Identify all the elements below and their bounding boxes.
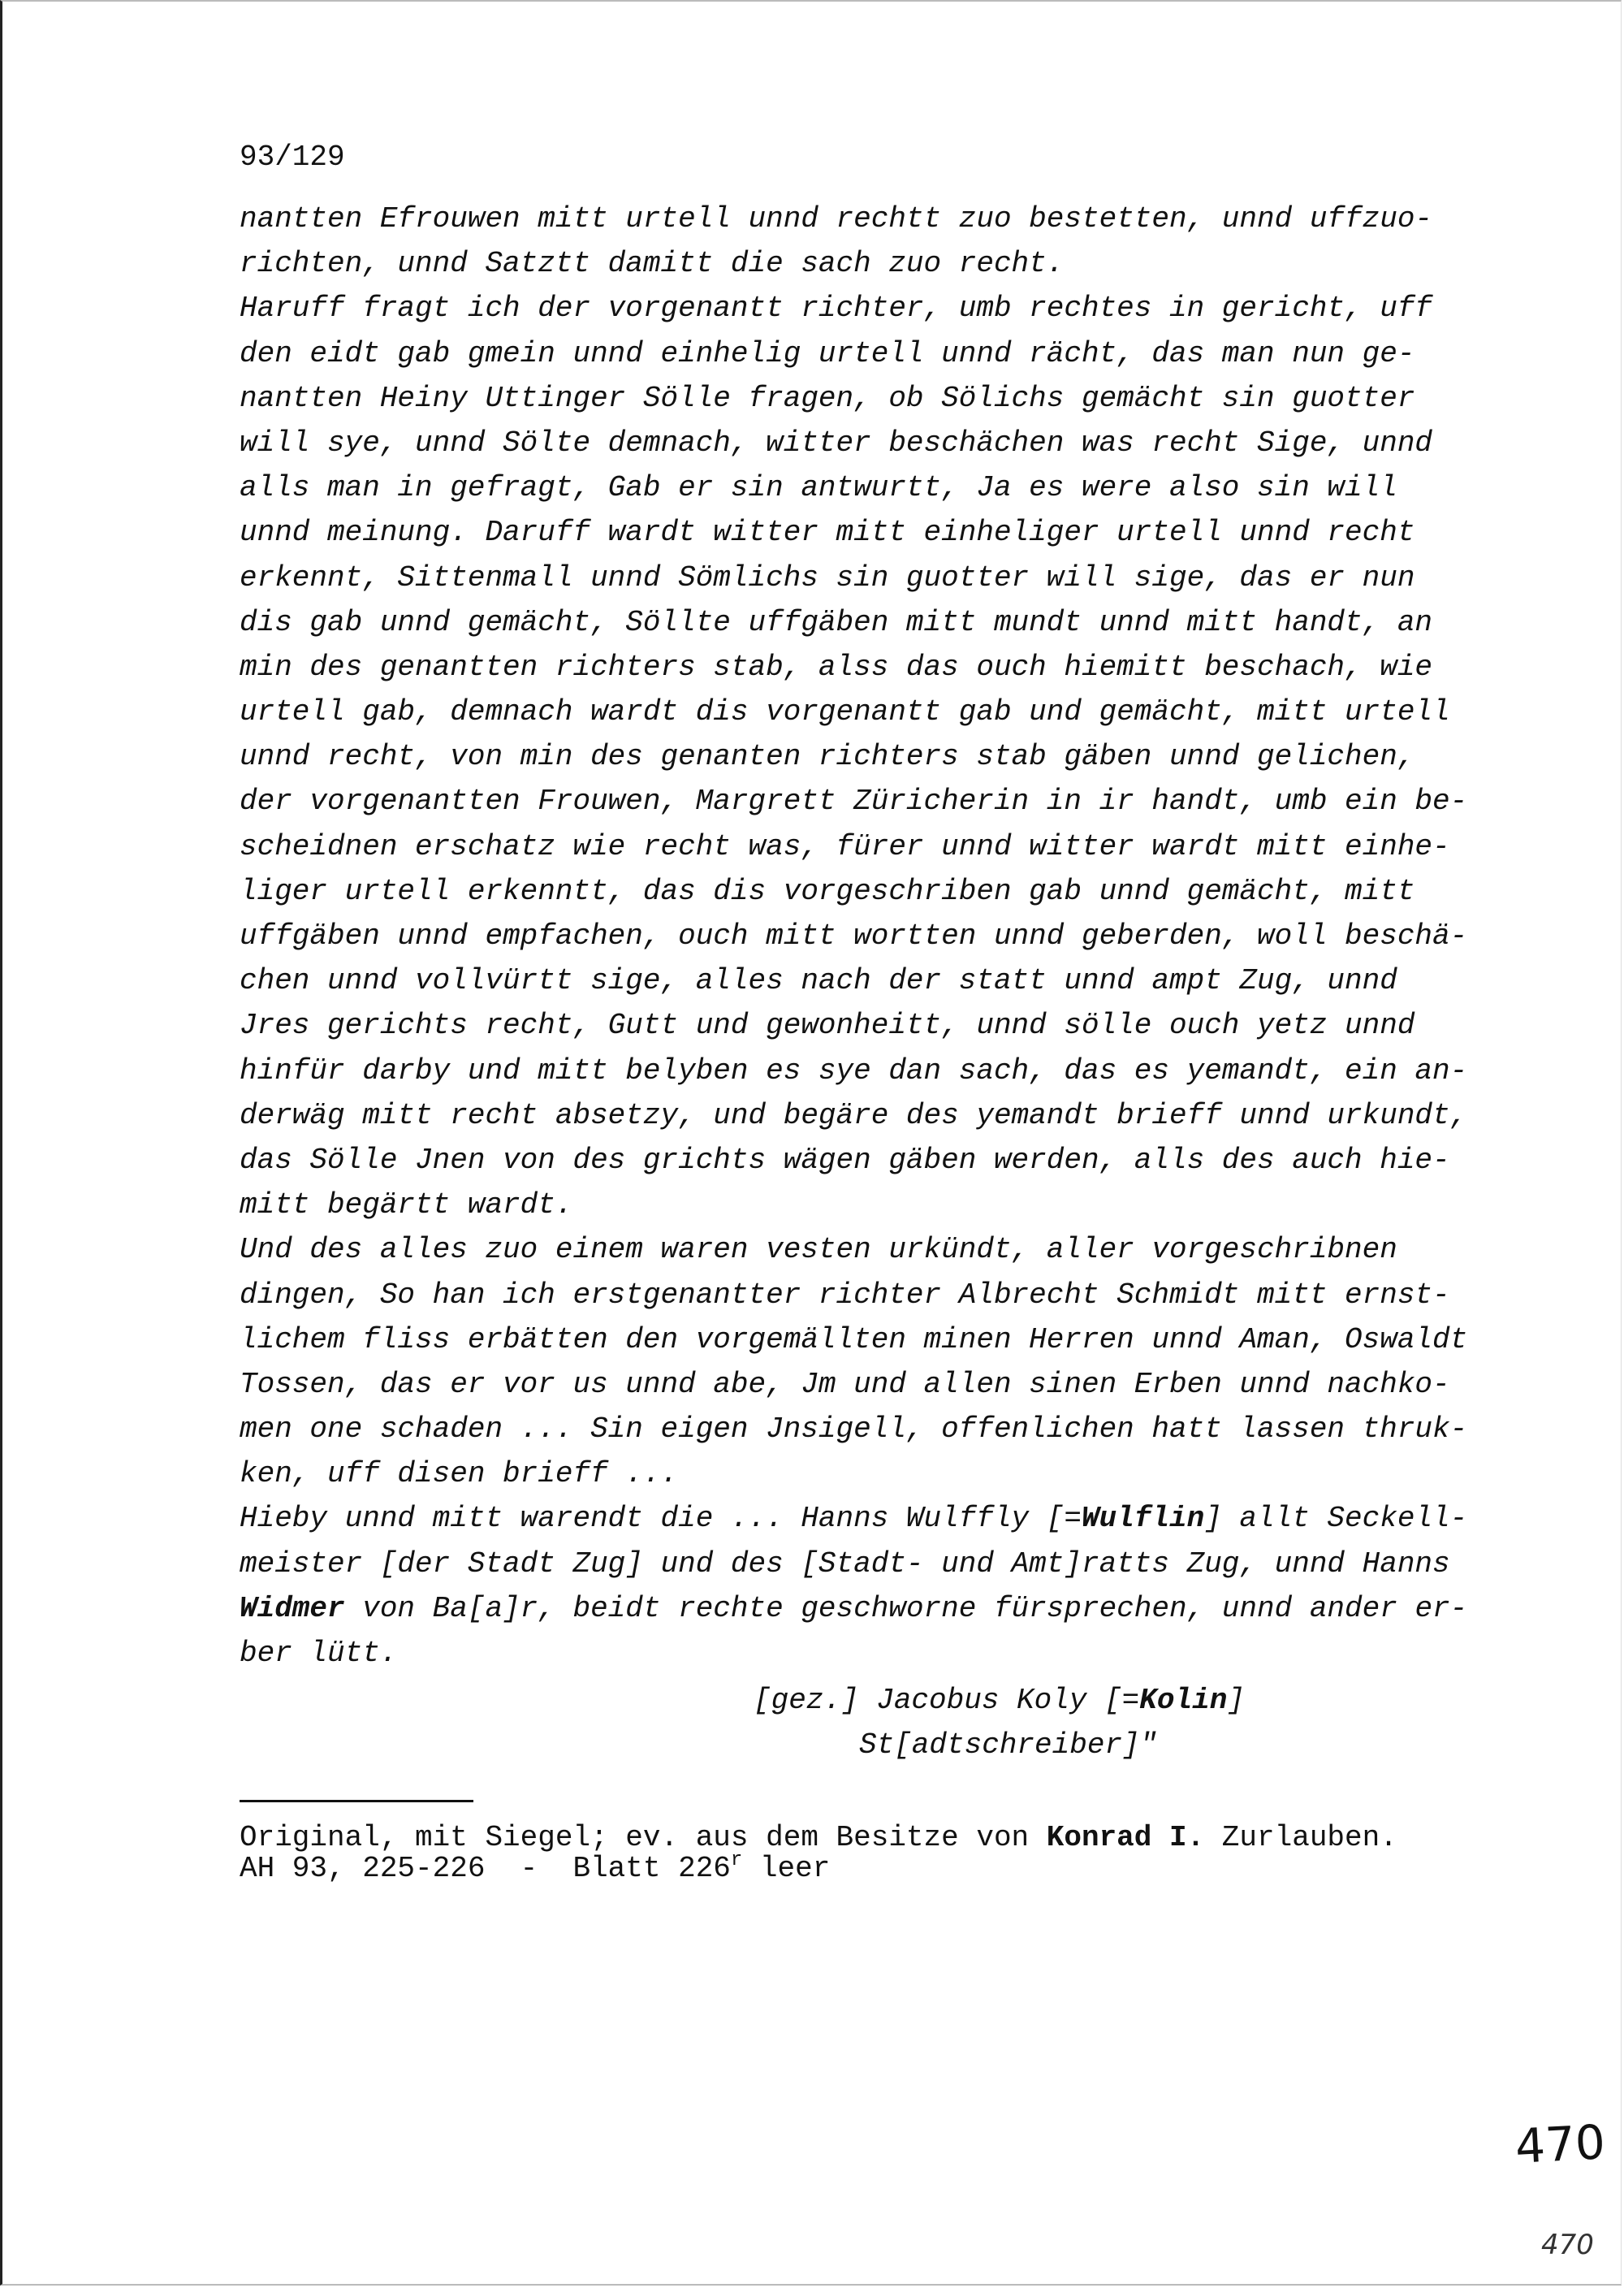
body-line: Und des alles zuo einem waren vesten urkündt, aller vorgeschribnen — [240, 1233, 1397, 1267]
footnote-line — [240, 1823, 1539, 1853]
body-line: men one schaden ... Sin eigen Jnsigell, offenlichen hatt lassen thruk- — [240, 1412, 1468, 1447]
body-line: mitt begärtt wardt. — [240, 1188, 573, 1222]
document-body — [240, 197, 1506, 1676]
body-line: uffgäben unnd empfachen, ouch mitt wortten unnd geberden, woll beschä- — [240, 919, 1468, 953]
superscript: r — [730, 1849, 743, 1871]
signature-block — [240, 1678, 1506, 1767]
signature-text: ] — [1227, 1684, 1245, 1717]
body-line: will sye, unnd Sölte demnach, witter beschächen was recht Sige, unnd — [240, 426, 1433, 460]
body-line: chen unnd vollvürtt sige, alles nach der statt unnd ampt Zug, unnd — [240, 964, 1397, 998]
body-line: nantten Efrouwen mitt urtell unnd rechtt zuo bestetten, unnd uffzuo- — [240, 202, 1433, 236]
body-line: hinfür darby und mitt belyben es sye dan sach, das es yemandt, ein an- — [240, 1053, 1468, 1088]
body-line: meister [der Stadt Zug] und des [Stadt- und Amt]ratts Zug, unnd Hanns — [240, 1546, 1450, 1581]
body-line — [240, 1586, 1506, 1631]
footnote-text: Zurlauben. — [1204, 1821, 1397, 1854]
body-line: der vorgenantten Frouwen, Margrett Züricherin in ir handt, umb ein be- — [240, 785, 1468, 819]
signature-line: St[adtschreiber]" — [859, 1728, 1158, 1762]
body-line-text: ] allt Seckell- — [1204, 1502, 1468, 1536]
body-line: Tossen, das er vor us unnd abe, Jm und allen sinen Erben unnd nachko- — [240, 1367, 1450, 1401]
signature-line — [240, 1678, 1506, 1723]
body-line: urtell gab, demnach wardt dis vorgenantt gab und gemächt, mitt urtell — [240, 695, 1450, 729]
body-line: ken, uff disen brieff ... — [240, 1457, 679, 1491]
body-line: liger urtell erkenntt, das dis vorgeschriben gab unnd gemächt, mitt — [240, 874, 1415, 908]
page-number: 93/129 — [240, 141, 345, 174]
signature-text: [gez.] Jacobus Koly [= — [754, 1684, 1140, 1717]
footnote-text: leer — [742, 1852, 831, 1885]
body-line-text: Hieby unnd mitt warendt die ... Hanns Wulffly [= — [240, 1502, 1082, 1536]
body-line: lichem fliss erbätten den vorgemällten minen Herren unnd Aman, Oswaldt — [240, 1322, 1468, 1356]
body-line: alls man in gefragt, Gab er sin antwurtt, Ja es were also sin will — [240, 471, 1397, 505]
body-line: ber lütt. — [240, 1637, 398, 1670]
handwritten-archive-number: 470 — [1514, 2114, 1607, 2174]
body-line: dis gab unnd gemächt, Söllte uffgäben mitt mundt unnd mitt handt, an — [240, 605, 1433, 639]
body-line: das Sölle Jnen von des grichts wägen gäben werden, alls des auch hie- — [240, 1143, 1450, 1177]
body-line: richten, unnd Satztt damitt die sach zuo recht. — [240, 247, 1065, 281]
name-emphasis: Konrad I. — [1046, 1821, 1205, 1854]
name-emphasis: Wulflin — [1081, 1502, 1205, 1536]
body-line: den eidt gab gmein unnd einhelig urtell unnd rächt, das man nun ge- — [240, 336, 1415, 370]
body-line: nantten Heiny Uttinger Sölle fragen, ob Sölichs gemächt sin guotter — [240, 381, 1415, 415]
body-line: Jres gerichts recht, Gutt und gewonheitt, unnd sölle ouch yetz unnd — [240, 1009, 1415, 1043]
footnote-line — [240, 1849, 1539, 1885]
body-line: unnd meinung. Daruff wardt witter mitt einheliger urtell unnd recht — [240, 516, 1415, 550]
footnote-divider — [240, 1800, 473, 1802]
footnote-text: Original, mit Siegel; ev. aus dem Besitze von — [240, 1821, 1047, 1854]
body-line: unnd recht, von min des genanten richters stab gäben unnd gelichen, — [240, 740, 1415, 774]
name-emphasis: Kolin — [1139, 1684, 1228, 1717]
body-line: dingen, So han ich erstgenantter richter Albrecht Schmidt mitt ernst- — [240, 1278, 1450, 1312]
handwritten-archive-number-small: 470 — [1541, 2229, 1594, 2261]
body-line: derwäg mitt recht absetzy, und begäre des yemandt brieff unnd urkundt, — [240, 1098, 1468, 1132]
body-line — [240, 1496, 1506, 1541]
body-line: Haruff fragt ich der vorgenantt richter, umb rechtes in gericht, uff — [240, 292, 1433, 326]
footnote — [240, 1823, 1539, 1884]
body-line: scheidnen erschatz wie recht was, fürer unnd witter wardt mitt einhe- — [240, 829, 1450, 863]
body-line-text: von Ba[a]r, beidt rechte geschworne fürsprechen, unnd ander er- — [344, 1591, 1468, 1625]
body-line: min des genantten richters stab, alss das ouch hiemitt beschach, wie — [240, 650, 1433, 684]
body-line: erkennt, Sittenmall unnd Sömlichs sin guotter will sige, das er nun — [240, 560, 1415, 595]
footnote-text: AH 93, 225-226 - Blatt 226 — [240, 1852, 731, 1885]
name-emphasis: Widmer — [240, 1591, 345, 1625]
